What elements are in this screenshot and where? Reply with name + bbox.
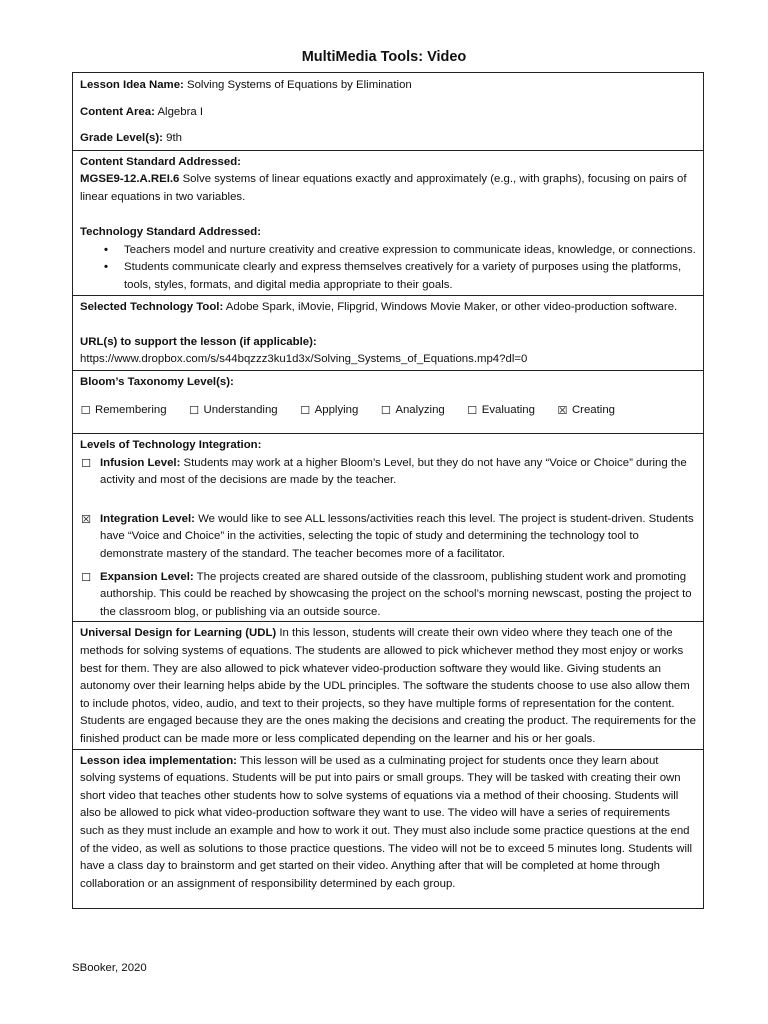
blooms-option-label: Understanding <box>203 403 278 416</box>
checkbox-icon: ☐ <box>189 403 199 417</box>
page-title: MultiMedia Tools: Video <box>301 49 467 65</box>
grade-level-value: 9th <box>166 132 182 145</box>
grade-level-label: Grade Level(s): <box>80 132 163 145</box>
checkbox-icon: ☐ <box>300 403 311 417</box>
tech-standard-item: • Teachers model and nurture creativity and creative expression to communicate ideas, knowledge, or connections. <box>80 242 696 260</box>
implementation-cell <box>73 749 703 909</box>
tech-standard-list <box>80 242 696 295</box>
level-name: Infusion Level: <box>100 456 181 469</box>
content-standard-label: Content Standard Addressed: <box>80 155 241 168</box>
content-standard-description: Solve systems of linear equations exactly and approximately (e.g., with graphs), focusing on pairs of linear equations in two variables. <box>80 173 687 203</box>
content-standard-text <box>80 171 696 206</box>
udl-label: Universal Design for Learning (UDL) <box>80 627 277 640</box>
footer-author: SBooker, 2020 <box>72 962 147 974</box>
infusion-level-item[interactable] <box>80 455 696 490</box>
checkbox-icon: ☐ <box>467 403 478 417</box>
content-standard-code: MGSE9-12.A.REI.6 <box>80 173 180 186</box>
technology-tool-value: Adobe Spark, iMovie, Flipgrid, Windows Movie Maker, or other video-production software. <box>225 300 678 313</box>
lesson-name-label: Lesson Idea Name: <box>80 79 184 91</box>
lesson-name-value: Solving Systems of Equations by Elimination <box>187 79 412 91</box>
level-description: Students may work at a higher Bloom’s Level, but they do not have any “Voice or Choice” during the activity and most of the decisions are made by the teacher. <box>100 456 687 487</box>
level-name: Integration Level: <box>100 512 195 525</box>
blooms-option-label: Remembering <box>95 403 167 416</box>
blooms-option-analyzing[interactable] <box>380 402 444 420</box>
blooms-option-label: Analyzing <box>395 403 445 416</box>
blooms-options <box>80 402 696 420</box>
checked-checkbox-icon: ☒ <box>81 512 91 526</box>
lesson-info-cell <box>73 73 703 150</box>
level-description: The projects created are shared outside of the classroom, publishing student work and promoting authorship. This could be reached by showcasing the project on the school’s morning newscast, posting the project to the classroom blog, or publishing via an outside source. <box>100 570 692 618</box>
content-area-label: Content Area: <box>80 105 155 118</box>
udl-text: In this lesson, students will create their own video where they teach one of the methods for solving systems of equations. The students are allowed to pick whichever method they most enjoy or works best for them. They are also allowed to pick whatever video-production software they would like. Giving students an autonomy over their learning helps abide by the UDL principles. The software the students choose to use also allow them to include photos, video, audio, and text to their projects, so they have multiple forms of representation for the content. Students are engaged because they are the ones making the decisions and creating the product. The requirements for the finished product can be made more or less complicated depending on the learner and his or her goals. <box>80 627 696 745</box>
level-name: Expansion Level: <box>100 570 194 583</box>
checkbox-icon: ☐ <box>80 403 91 417</box>
blooms-taxonomy-cell <box>73 370 703 433</box>
technology-tool-cell <box>73 295 703 370</box>
blooms-option-understanding[interactable] <box>189 402 278 420</box>
level-description: We would like to see ALL lessons/activities reach this level. The project is student-driven. Students have “Voice and Choice” in the activities, selecting the topic of study and determining the technology tool to demonstrate mastery of the standard. The teacher becomes more of a facilitator. <box>100 512 694 561</box>
integration-level-item[interactable] <box>80 511 696 564</box>
checkbox-icon: ☐ <box>81 456 91 470</box>
checked-checkbox-icon: ☒ <box>557 403 568 417</box>
blooms-option-applying[interactable] <box>300 402 359 420</box>
blooms-option-evaluating[interactable] <box>467 402 535 420</box>
blooms-option-label: Evaluating <box>481 403 535 416</box>
checkbox-icon: ☐ <box>81 570 91 584</box>
tech-standard-item: • Students communicate clearly and express themselves creatively for a variety of purposes using the platforms, tools, styles, formats, and digital media appropriate to their goals. <box>80 259 696 294</box>
integration-label: Levels of Technology Integration: <box>80 439 262 452</box>
blooms-option-remembering[interactable] <box>80 402 167 420</box>
grade-level-row <box>80 130 696 148</box>
blooms-option-label: Creating <box>571 403 615 416</box>
blooms-label: Bloom’s Taxonomy Level(s): <box>80 375 234 388</box>
implementation-label: Lesson idea implementation: <box>80 754 237 767</box>
technology-tool-row <box>80 299 696 317</box>
url-label: URL(s) to support the lesson (if applicable): <box>80 335 317 348</box>
checkbox-icon: ☐ <box>380 403 391 417</box>
implementation-text: This lesson will be used as a culminating project for students once they learn about solving systems of equations. Students will be put into pairs or small groups. They will be tasked with creating their own short video that teaches other students how to solve systems of equations via a method of their choosing. Students will also be allowed to pick what video-production software they want to use. The video will have a series of requirements such as they must include an example and how to work it out. They must also include some practice questions at the end of the video, as well as solutions to those practice questions. The video will not be to exceed 5 minutes long. Students will have a class day to brainstorm and get started on their video. Anything after that will be completed at home through collaboration or an assignment of responsibility determined by each group. <box>80 754 693 890</box>
lesson-name-row <box>80 77 696 95</box>
content-area-value: Algebra I <box>157 105 204 118</box>
integration-levels-cell <box>73 433 703 621</box>
technology-tool-label: Selected Technology Tool: <box>80 300 224 313</box>
lesson-url-link[interactable]: https://www.dropbox.com/s/s44bqzzz3ku1d3x/Solving_Systems_of_Equations.mp4?dl=0 <box>80 353 528 366</box>
lesson-plan-table <box>72 72 704 909</box>
udl-cell <box>73 621 703 748</box>
tech-standard-label: Technology Standard Addressed: <box>80 226 262 239</box>
content-area-row <box>80 104 696 122</box>
expansion-level-item[interactable] <box>80 569 696 622</box>
standards-cell <box>73 150 703 295</box>
blooms-option-creating[interactable] <box>557 402 615 420</box>
blooms-option-label: Applying <box>314 403 359 416</box>
